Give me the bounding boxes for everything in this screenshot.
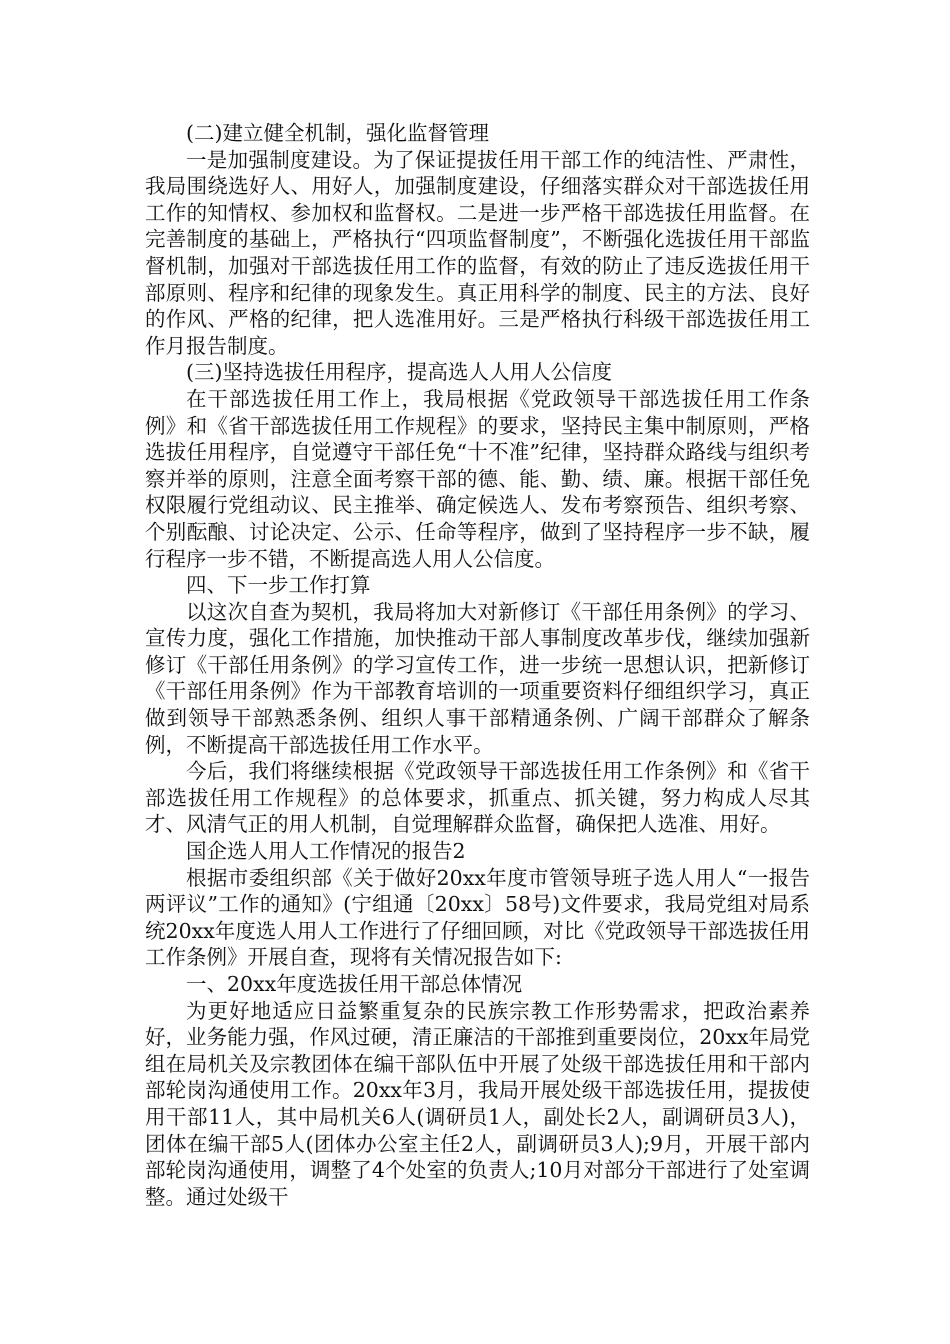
section-heading-next-steps: 四、下一步工作打算 (186, 573, 371, 598)
paragraph-procedure: 在干部选拔任用工作上，我局根据《党政领导干部选拔任用工作条例》和《省干部选拔任用工作规程》的要求，坚持民主集中制原则，严格选拔任用程序，自觉遵守干部任免“十不准”纪律，坚持群众路线与组织考察并举的原则，注意全面考察干部的德、能、勤、绩、廉。根据干部任免权限履行党组动议、民主推举、确定候选人、发布考察预告、组织考察、个别酝酿、讨论决定、公示、任命等程序，做到了坚持程序一步不缺，履行程序一步不错，不断提高选人用人公信度。 (145, 386, 810, 571)
paragraph-future: 今后，我们将继续根据《党政领导干部选拔任用工作条例》和《省干部选拔任用工作规程》的总体要求，抓重点、抓关键，努力构成人尽其才、风清气正的用人机制，自觉理解群众监督，确保把人选准、用好。 (145, 759, 810, 837)
section-heading-procedure: (三)坚持选拔任用程序，提高选人人用人公信度 (186, 360, 612, 385)
document-page (145, 120, 810, 1210)
report-title-2: 国企选人用人工作情况的报告2 (186, 839, 466, 864)
paragraph-supervision: 一是加强制度建设。为了保证提拔任用干部工作的纯洁性、严肃性，我局围绕选好人、用好人，加强制度建设，仔细落实群众对干部选拔任用工作的知情权、参加权和监督权。二是进一步严格干部选拔任用监督。在完善制度的基础上，严格执行“四项监督制度”，不断强化选拔任用干部监督机制，加强对干部选拔任用工作的监督，有效的防止了违反选拔任用干部原则、程序和纪律的现象发生。真正用科学的制度、民主的方法、良好的作风、严格的纪律，把人选准用好。三是严格执行科级干部选拔任用工作月报告制度。 (145, 147, 810, 358)
section-heading-overview: 一、20xx年度选拔任用干部总体情况 (186, 972, 523, 996)
section-heading-mechanism: (二)建立健全机制，强化监督管理 (186, 121, 489, 145)
paragraph-report-intro: 根据市委组织部《关于做好20xx年度市管领导班子选人用人“一报告两评议”工作的通知》(宁组通〔20xx〕58号)文件要求，我局党组对局系统20xx年度选人用人工作进行了仔细回顾，对比《党政领导干部选拔任用工作条例》开展自查，现将有关情况报告如下: (145, 865, 810, 970)
paragraph-next-steps: 以这次自查为契机，我局将加大对新修订《干部任用条例》的学习、宣传力度，强化工作措施，加快推动干部人事制度改革步伐，继续加强新修订《干部任用条例》的学习宣传工作，进一步统一思想认识，把新修订《干部任用条例》作为干部教育培训的一项重要资料仔细组织学习，真正做到领导干部熟悉条例、组织人事干部精通条例、广阔干部群众了解条例，不断提高干部选拔任用工作水平。 (145, 599, 810, 757)
paragraph-overview: 为更好地适应日益繁重复杂的民族宗教工作形势需求，把政治素养好，业务能力强，作风过硬，清正廉洁的干部推到重要岗位，20xx年局党组在局机关及宗教团体在编干部队伍中开展了处级干部选拔任用和干部内部轮岗沟通使用工作。20xx年3月，我局开展处级干部选拔任用，提拔使用干部11人，其中局机关6人(调研员1人，副处长2人，副调研员3人)，团体在编干部5人(团体办公室主任2人，副调研员3人);9月，开展干部内部轮岗沟通使用，调整了4个处室的负责人;10月对部分干部进行了处室调整。通过处级干 (145, 998, 810, 1209)
